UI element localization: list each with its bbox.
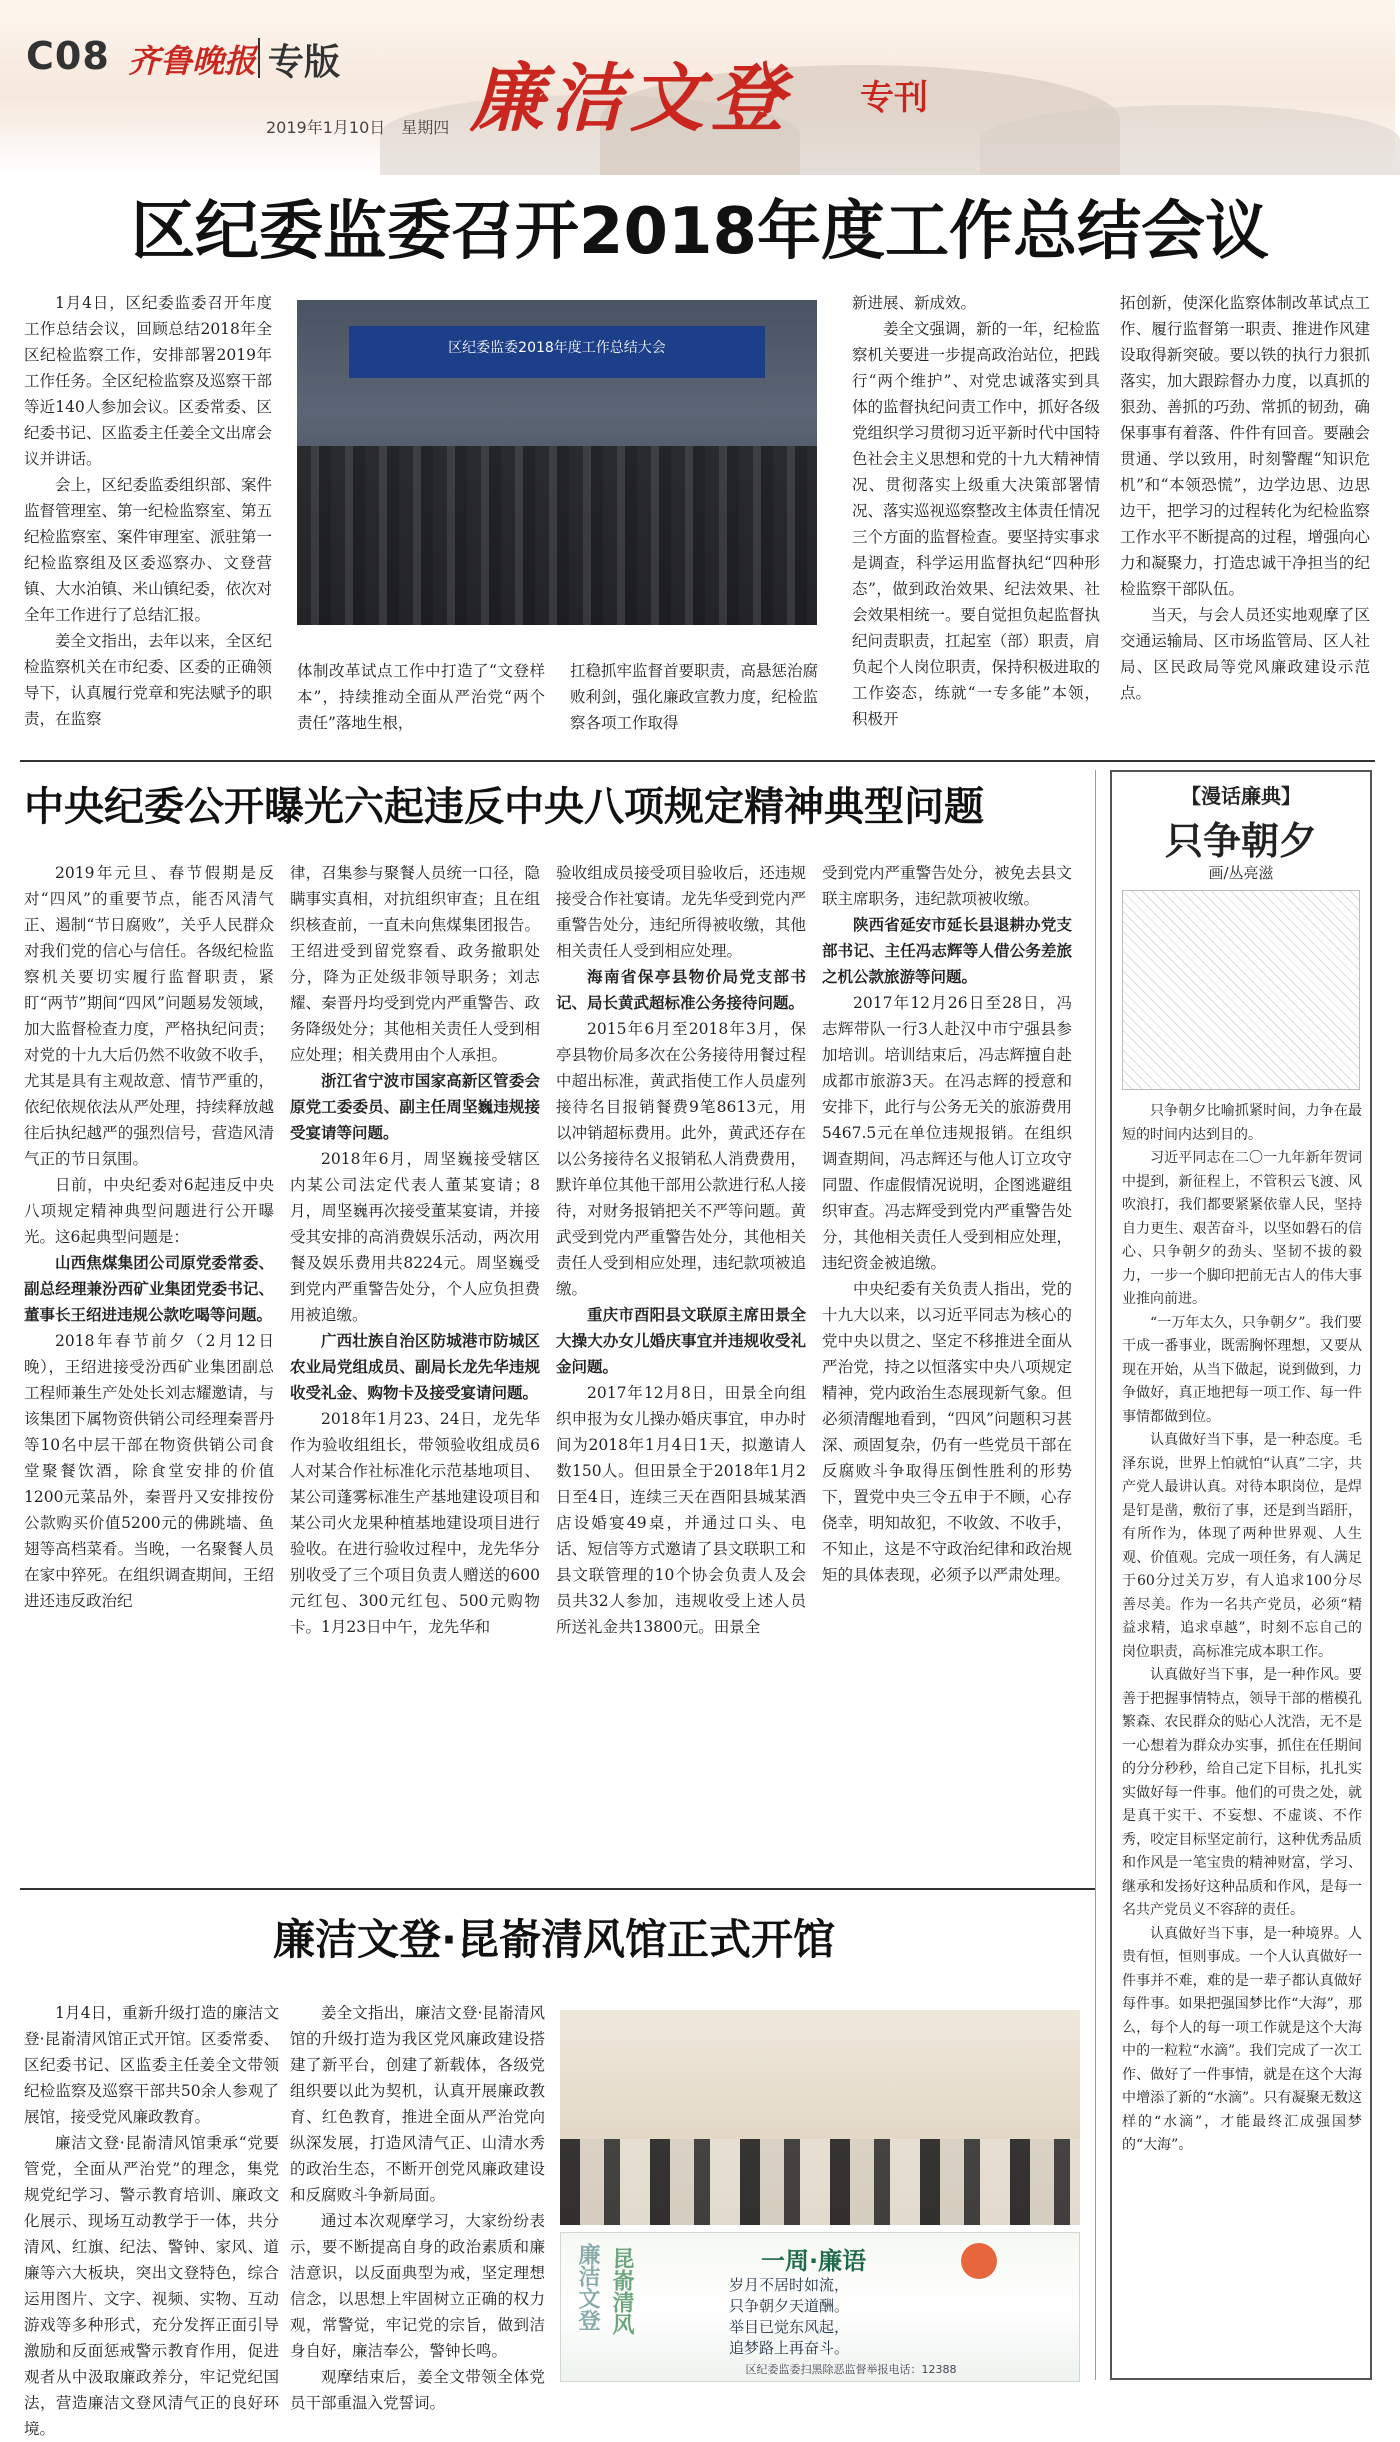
page-number: C08 xyxy=(26,34,110,78)
paragraph: 中央纪委有关负责人指出，党的十九大以来，以习近平同志为核心的党中央以贯之、坚定不移推进全面从严治党，持之以恒落实中央八项规定精神，党内政治生态展现新气象。但必须清醒地看到，“四风”问题积习甚深、顽固复杂，仍有一些党员干部在反腐败斗争取得压倒性胜利的形势下，置党中央三令五申于不顾，心存侥幸，明知故犯，不收敛、不收手，不知止，这是不守政治纪律和政治规矩的具体表现，必须予以严肃处理。 xyxy=(822,1280,1072,1584)
paragraph: 新进展、新成效。 xyxy=(852,294,977,312)
article1-column-2 xyxy=(297,658,545,748)
article2-column-2 xyxy=(290,860,540,1875)
paragraph: 2019年元旦、春节假期是反对“四风”的重要节点，能否风清气正、遏制“节日腐败”，关乎人民群众对我们党的信心与信任。各级纪检监察机关要切实履行监督职责，紧盯“两节”期间“四风”问题易发领域，加大监督检查力度，严格执纪问责；对党的十九大后仍然不收敛不收手，尤其是具有主观故意、情节严重的，依纪依规依法从严处理，持续释放越往后执纪越严的强烈信号，营造风清气正的节日氛围。 xyxy=(24,864,274,1168)
supplement-title: 廉洁文登 xyxy=(470,56,790,142)
case-title: 浙江省宁波市国家高新区管委会原党工委委员、副主任周坚巍违规接受宴请等问题。 xyxy=(290,1071,540,1142)
sidebar-author: 画/丛亮滋 xyxy=(1208,864,1274,882)
issue-date: 2019年1月10日 星期四 xyxy=(266,118,450,137)
article1-headline: 区纪委监委召开2018年度工作总结会议 xyxy=(130,195,1270,269)
paragraph: 认真做好当下事，是一种境界。人贵有恒，恒则事成。一个人认真做好一件事并不难，难的是一辈子都认真做好每件事。如果把强国梦比作“大海”，那么，每个人的每一项工作就是这个大海中的一粒粒“水滴”。我们完成了一次工作、做好了一件事情，就是在这个大海中增添了新的“水滴”。只有凝聚无数这样的“水滴”，才能最终汇成强国梦的“大海”。 xyxy=(1122,1925,1362,2153)
article1-column-5 xyxy=(1120,290,1370,750)
paragraph: 会上，区纪委监委组织部、案件监督管理室、第一纪检监察室、第五纪检监察室、案件审理室、派驻第一纪检监察组及区委巡察办、文登营镇、大水泊镇、米山镇纪委，依次对全年工作进行了总结汇报。 xyxy=(24,476,273,624)
calligraphy-right: 昆嵛清风 xyxy=(609,2247,635,2335)
paragraph: 2018年6月，周坚巍接受辖区内某公司法定代表人董某宴请；8月，周坚巍再次接受董某宴请，并接受其安排的高消费娱乐活动，两次用餐及娱乐费用共8224元。周坚巍受到党内严重警告处分，个人应负担费用被追缴。 xyxy=(290,1150,540,1324)
section-label: 专版 xyxy=(268,42,341,83)
divider xyxy=(20,1888,1095,1890)
paragraph: 2018年1月23、24日，龙先华作为验收组组长，带领验收组成员6人对某合作社标准化示范基地项目、某公司蓬雾标准生产基地建设项目和某公司火龙果种植基地建设项目进行验收。在进行验收过程中，龙先华分别收受了三个项目负责人赠送的600元红包、300元红包、500元购物卡。1月23日中午，龙先华和 xyxy=(290,1410,540,1636)
case-title: 山西焦煤集团公司原党委常委、副总经理兼汾西矿业集团党委书记、董事长王绍进违规公款吃喝等问题。 xyxy=(24,1253,274,1324)
sidebar-title: 只争朝夕 xyxy=(1164,819,1317,863)
paragraph: “一万年太久，只争朝夕”。我们要干成一番事业，既需胸怀理想，又要从现在开始，从当下做起，说到做到，力争做好，真正地把每一项工作、每一件事情都做到位。 xyxy=(1122,1314,1362,1425)
comic-sidebar xyxy=(1110,770,1372,2380)
divider xyxy=(20,760,1375,762)
paragraph: 2018年春节前夕（2月12日晚），王绍进接受汾西矿业集团副总工程师兼生产处处长刘志耀邀请，与该集团下属物资供销公司经理秦晋丹等10名中层干部在物资供销公司食堂聚餐饮酒，除食堂安排的价值1200元菜品外，秦晋丹又安排按份公款购买价值5200元的佛跳墙、鱼翅等高档菜肴。当晚，一名聚餐人员在家中猝死。在组织调查期间，王绍进还违反政治纪 xyxy=(24,1332,274,1610)
paragraph: 观摩结束后，姜全文带领全体党员干部重温入党誓词。 xyxy=(290,2368,545,2412)
paragraph: 扛稳抓牢监督首要职责，高悬惩治腐败利剑，强化廉政宣教力度，纪检监察各项工作取得 xyxy=(570,662,819,732)
paragraph: 体制改革试点工作中打造了“文登样本”，持续推动全面从严治党“两个责任”落地生根， xyxy=(297,662,545,732)
paragraph: 姜全文指出，廉洁文登·昆嵛清风馆的升级打造为我区党风廉政建设搭建了新平台，创建了新载体，各级党组织要以此为契机，认真开展廉政教育、红色教育，推进全面从严治党向纵深发展，打造风清气正、山清水秀的政治生态，不断开创党风廉政建设和反腐败斗争新局面。 xyxy=(290,2004,545,2204)
article2-column-3 xyxy=(556,860,806,1875)
paragraph: 1月4日，区纪委监委召开年度工作总结会议，回顾总结2018年全区纪检监察工作，安排部署2019年工作任务。全区纪检监察及巡察干部等近140人参加会议。区委常委、区纪委书记、区监委主任姜全文出席会议并讲话。 xyxy=(24,294,273,468)
masthead xyxy=(0,0,1395,175)
audience xyxy=(297,446,817,625)
paragraph: 验收组成员接受项目验收后，还违规接受合作社宴请。龙先华受到党内严重警告处分，违纪所得被收缴，其他相关责任人受到相应处理。 xyxy=(556,864,806,960)
paragraph: 2017年12月26日至28日，冯志辉带队一行3人赴汉中市宁强县参加培训。培训结束后，冯志辉擅自赴成都市旅游3天。在冯志辉的授意和安排下，此行与公务无关的旅游费用5467.5元在单位违规报销。在组织调查期间，冯志辉还与他人订立攻守同盟、作虚假情况说明，企图逃避组织审查。冯志辉受到党内严重警告处分，其他相关责任人受到相应处理，违纪资金被追缴。 xyxy=(822,994,1072,1272)
article3-headline: 廉洁文登·昆嵛清风馆正式开馆 xyxy=(273,1915,835,1964)
case-title: 重庆市酉阳县文联原主席田景全大操大办女儿婚庆事宜并违规收受礼金问题。 xyxy=(556,1305,806,1376)
visitors xyxy=(560,2139,1080,2225)
sun-icon xyxy=(961,2243,997,2279)
paragraph: 受到党内严重警告处分，被免去县文联主席职务，违纪款项被收缴。 xyxy=(822,864,1072,908)
photo-banner: 区纪委监委2018年度工作总结大会 xyxy=(349,326,765,378)
article1-column-4 xyxy=(852,290,1100,750)
paragraph: 通过本次观摩学习，大家纷纷表示，要不断提高自身的政治素质和廉洁意识，以反面典型为戒，坚定理想信念，以思想上牢固树立正确的权力观，常警觉，牢记党的宗旨，做到洁身自好，廉洁奉公，警钟长鸣。 xyxy=(290,2212,545,2360)
motto-verse: 岁月不居时如流， 只争朝夕天道酬。 举目已觉东风起， 追梦路上再奋斗。 xyxy=(729,2276,850,2357)
paragraph: 廉洁文登·昆嵛清风馆秉承“党要管党，全面从严治党”的理念，集党规党纪学习、警示教育培训、廉政文化展示、现场互动教学于一体，共分清风、红旗、纪法、警钟、家风、道廉等六大板块，突出文登特色，综合运用图片、文字、视频、实物、互动游戏等多种形式，充分发挥正面引导激励和反面惩戒警示教育作用，促进观者从中汲取廉政养分，牢记党纪国法，营造廉洁文登风清气正的良好环境。 xyxy=(24,2134,279,2438)
article3-column-1 xyxy=(24,2000,279,2438)
meeting-photo xyxy=(297,300,817,625)
case-title: 海南省保亭县物价局党支部书记、局长黄武超标准公务接待问题。 xyxy=(556,967,806,1012)
hotline-text: 区纪委监委扫黑除恶监督举报电话：12388 xyxy=(745,2363,957,2376)
article1-column-1 xyxy=(24,290,272,745)
supplement-tag: 专刊 xyxy=(860,78,928,118)
article2-headline: 中央纪委公开曝光六起违反中央八项规定精神典型问题 xyxy=(24,784,984,830)
article1-column-3 xyxy=(570,658,818,748)
paragraph: 当天，与会人员还实地观摩了区交通运输局、区市场监管局、区人社局、区民政局等党风廉政建设示范点。 xyxy=(1120,606,1370,702)
paragraph: 律，召集参与聚餐人员统一口径，隐瞒事实真相，对抗组织审查；且在组织核查前，一直未向焦煤集团报告。王绍进受到留党察看、政务撤职处分，降为正处级非领导职务；刘志耀、秦晋丹均受到党内严重警告、政务降级处分；其他相关责任人受到相应处理；相关费用由个人承担。 xyxy=(290,864,540,1064)
calligraphy-left: 廉洁文登 xyxy=(575,2243,601,2331)
paragraph: 2017年12月8日，田景全向组织申报为女儿操办婚庆事宜，申办时间为2018年1月4日1天，拟邀请人数150人。但田景全于2018年1月2日至4日，连续三天在酉阳县城某酒店设婚宴49桌，并通过口头、电话、短信等方式邀请了县文联职工和县文联管理的10个协会负责人及会员共32人参加，违规收受上述人员所送礼金共13800元。田景全 xyxy=(556,1384,806,1636)
comic-illustration xyxy=(1122,890,1360,1090)
article2-column-4 xyxy=(822,860,1072,1875)
article3-column-2 xyxy=(290,2000,545,2412)
paragraph: 姜全文指出，去年以来，全区纪检监察机关在市纪委、区委的正确领导下，认真履行党章和宪法赋予的职责，在监察 xyxy=(24,632,273,728)
paragraph: 2015年6月至2018年3月，保亭县物价局多次在公务接待用餐过程中超出标准，黄武指使工作人员虚列接待名目报销餐费9笔8613元，用以冲销超标费用。此外，黄武还存在以公务接待名义报销私人消费费用，默许单位其他干部用公款进行私人接待，对财务报销把关不严等问题。黄武受到党内严重警告处分，其他相关责任人受到相应处理，违纪款项被追缴。 xyxy=(556,1020,806,1298)
paragraph: 只争朝夕比喻抓紧时间，力争在最短的时间内达到目的。 xyxy=(1122,1103,1362,1143)
weekly-motto-panel xyxy=(560,2232,1080,2382)
motto-heading: 一周·廉语 xyxy=(761,2247,867,2275)
paragraph: 拓创新，使深化监察体制改革试点工作、履行监督第一职责、推进作风建设取得新突破。要以铁的执行力狠抓落实，加大跟踪督办力度，以真抓的狠劲、善抓的巧劲、常抓的韧劲，确保事事有着落、件件有回音。要融会贯通、学以致用，时刻警醒“知识危机”和“本领恐慌”，边学边思、边思边干，把学习的过程转化为纪检监察工作水平不断提高的过程，增强向心力和凝聚力，打造忠诚干净担当的纪检监察干部队伍。 xyxy=(1120,294,1370,598)
article2-column-1 xyxy=(24,860,274,1875)
paragraph: 姜全文强调，新的一年，纪检监察机关要进一步提高政治站位，把践行“两个维护”、对党忠诚落实到具体的监督执纪问责工作中，抓好各级党组织学习贯彻习近平新时代中国特色社会主义思想和党的十九大精神情况、贯彻落实上级重大决策部署情况、落实巡视巡察整改主体责任情况三个方面的监督检查。要坚持实事求是调查，科学运用监督执纪“四种形态”，做到政治效果、纪法效果、社会效果相统一。要自觉担负起监督执纪问责职责，扛起室（部）职责，肩负起个人岗位职责，保持积极进取的工作姿态，练就“一专多能”本领，积极开 xyxy=(852,320,1101,728)
paragraph: 认真做好当下事，是一种作风。要善于把握事情特点，领导干部的楷模孔繁森、农民群众的贴心人沈浩，无不是一心想着为群众办实事，抓住在任期间的分分秒秒，给自己定下目标，扎扎实实做好每一件事。他们的可贵之处，就是真干实干、不妄想、不虚谈、不作秀，咬定目标坚定前行，这种优秀品质和作风是一笔宝贵的精神财富，学习、继承和发扬好这种品质和作风，是每一名共产党员义不容辞的责任。 xyxy=(1122,1667,1362,1918)
paragraph: 1月4日，重新升级打造的廉洁文登·昆嵛清风馆正式开馆。区委常委、区纪委书记、区监委主任姜全文带领纪检监察及巡察干部共50余人参观了展馆，接受党风廉政教育。 xyxy=(24,2004,279,2126)
masthead-divider xyxy=(258,38,260,78)
case-title: 广西壮族自治区防城港市防城区农业局党组成员、副局长龙先华违规收受礼金、购物卡及接受宴请问题。 xyxy=(290,1331,540,1402)
sidebar-kicker: 【漫话廉典】 xyxy=(1181,784,1301,808)
case-title: 陕西省延安市延长县退耕办党支部书记、主任冯志辉等人借公务差旅之机公款旅游等问题。 xyxy=(822,915,1072,986)
paragraph: 认真做好当下事，是一种态度。毛泽东说，世界上怕就怕“认真”二字，共产党人最讲认真。对待本职岗位，是焊是钉是凿，敷衍了事，还是到当蹈肝，有所作为，体现了两种世界观、人生观、价值观。完成一项任务，有人满足于60分过关万岁，有人追求100分尽善尽美。作为一名共产党员，必须“精益求精，追求卓越”，时刻不忘自己的岗位职责，高标准完成本职工作。 xyxy=(1122,1432,1362,1660)
paragraph: 习近平同志在二〇一九年新年贺词中提到，新征程上，不管积云飞渡、风吹浪打，我们都要紧紧依靠人民，坚持自力更生、艰苦奋斗，以坚如磐石的信心、只争朝夕的劲头、坚韧不拔的毅力，一步一个脚印把前无古人的伟大事业推向前进。 xyxy=(1122,1150,1362,1307)
paragraph: 日前，中央纪委对6起违反中央八项规定精神典型问题进行公开曝光。这6起典型问题是： xyxy=(24,1176,274,1246)
exhibition-photo xyxy=(560,2010,1080,2225)
sidebar-text xyxy=(1122,1100,1362,2372)
column-divider xyxy=(1095,770,1096,2380)
newspaper-logo: 齐鲁晚报 xyxy=(128,42,257,80)
